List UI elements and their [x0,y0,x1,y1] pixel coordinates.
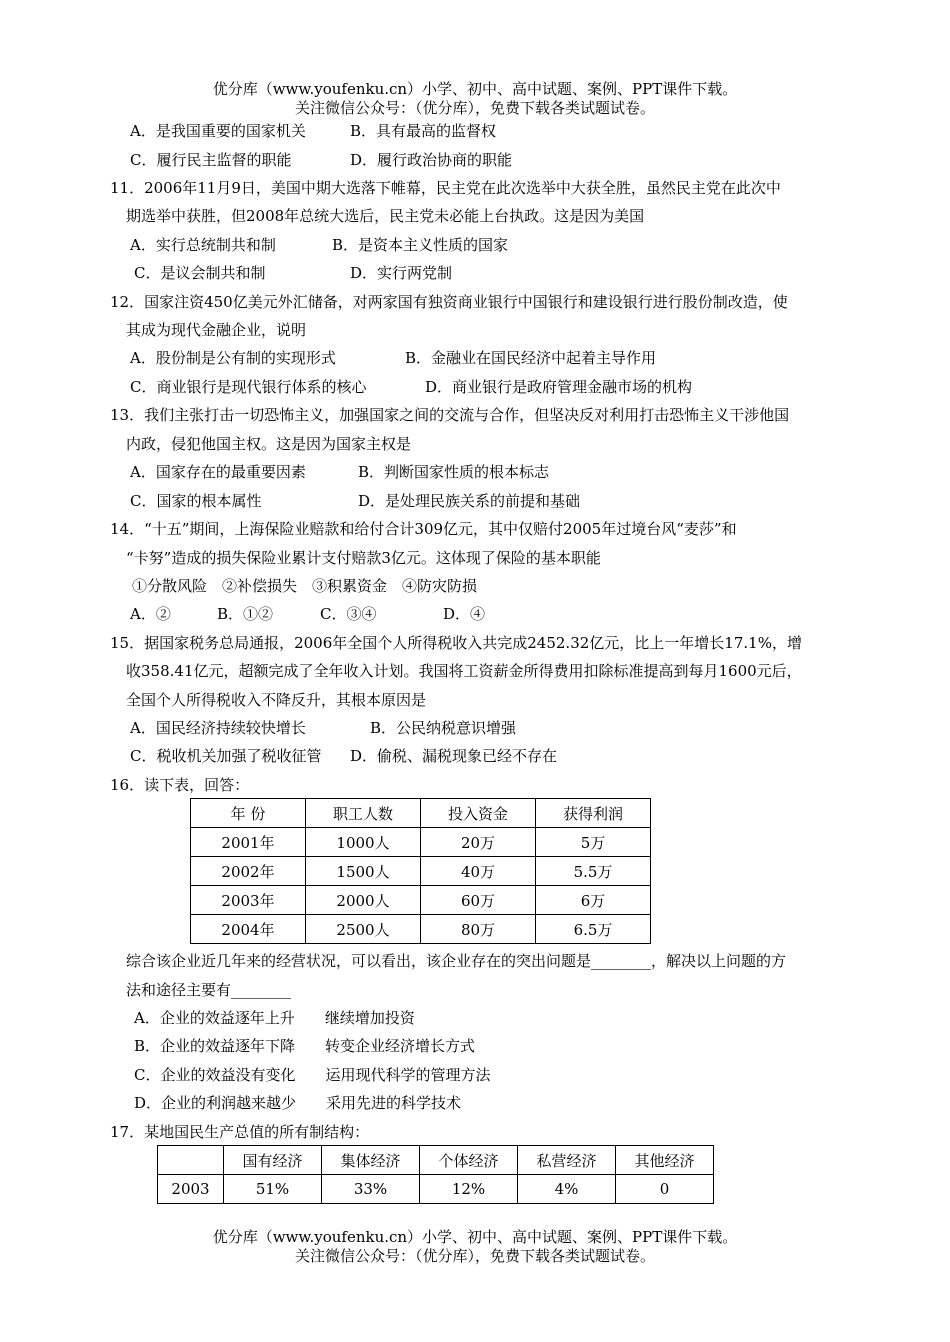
q14-items: ①分散风险 ②补偿损失 ③积累资金 ④防灾防损 [132,577,478,595]
q13-stem-2: 内政，侵犯他国主权。这是因为国家主权是 [126,435,412,453]
table-header-cell: 私营经济 [518,1146,616,1175]
table-cell: 40万 [421,857,536,886]
header-line-2: 关注微信公众号：（优分库），免费下载各类试题试卷。 [294,99,655,117]
table-cell: 12% [420,1175,518,1204]
table-cell: 2002年 [191,857,306,886]
table-header-cell: 职工人数 [306,799,421,828]
q11-stem-1: 11．2006年11月9日，美国中期大选落下帷幕，民主党在此次选举中大获全胜，虽然民主党在此次中 [110,179,781,197]
q14-stem-2: “卡努”造成的损失保险业累计支付赔款3亿元。这体现了保险的基本职能 [126,549,601,567]
q14-option-a: A．② [130,605,171,623]
q11-option-a: A．实行总统制共和制 [130,236,276,254]
q12-option-d: D．商业银行是政府管理金融市场的机构 [425,378,693,396]
q17-stem: 17．某地国民生产总值的所有制结构： [110,1123,370,1141]
footer-line-2: 关注微信公众号：（优分库），免费下载各类试题试卷。 [294,1247,655,1265]
q15-option-d: D．偷税、漏税现象已经不存在 [350,747,558,765]
q16-table [190,798,651,944]
table-cell: 4% [518,1175,616,1204]
table-header-cell: 国有经济 [224,1146,322,1175]
table-header-cell: 投入资金 [421,799,536,828]
q13-option-b: B．判断国家性质的根本标志 [358,463,550,481]
q17-table [157,1145,714,1204]
q13-stem-1: 13．我们主张打击一切恐怖主义，加强国家之间的交流与合作，但坚决反对利用打击恐怖主义干涉他国 [110,406,790,424]
table-row [191,828,651,857]
q16-stem: 16．读下表，回答： [110,776,250,794]
q15-stem-3: 全国个人所得税收入不降反升，其根本原因是 [126,691,427,709]
q11-option-d: D．实行两党制 [350,264,453,282]
q15-stem-2: 收358.41亿元，超额完成了全年收入计划。我国将工资薪金所得费用扣除标准提高到每月1600元后， [126,662,802,680]
q15-stem-1: 15．据国家税务总局通报，2006年全国个人所得税收入共完成2452.32亿元，比上一年增长17.1%，增 [110,634,802,652]
table-row [191,857,651,886]
table-cell: 6.5万 [536,915,651,944]
table-cell: 2001年 [191,828,306,857]
q12-option-c: C．商业银行是现代银行体系的核心 [130,378,367,396]
table-cell: 5万 [536,828,651,857]
q16-option-c: C．企业的效益没有变化 运用现代科学的管理方法 [134,1066,491,1084]
q12-stem-2: 其成为现代金融企业，说明 [126,321,307,339]
table-cell: 20万 [421,828,536,857]
q14-option-d: D．④ [443,605,486,623]
q11-stem-2: 期选举中获胜，但2008年总统大选后，民主党未必能上台执政。这是因为美国 [126,207,645,225]
q12-stem-1: 12．国家注资450亿美元外汇储备，对两家国有独资商业银行中国银行和建设银行进行股份制改造，使 [110,293,788,311]
table-row [191,915,651,944]
q15-option-c: C．税收机关加强了税收征管 [130,747,322,765]
table-cell: 2000人 [306,886,421,915]
table-cell: 6万 [536,886,651,915]
footer-line-1: 优分库（www.youfenku.cn）小学、初中、高中试题、案例、PPT课件下载。 [212,1228,738,1246]
table-header-cell: 年 份 [191,799,306,828]
q15-option-a: A．国民经济持续较快增长 [130,719,306,737]
q12-option-a: A．股份制是公有制的实现形式 [130,349,336,367]
q14-stem-1: 14．“十五”期间，上海保险业赔款和给付合计309亿元，其中仅赔付2005年过境台风“麦莎”和 [110,520,737,538]
table-cell: 2500人 [306,915,421,944]
q16-option-a: A．企业的效益逐年上升 继续增加投资 [134,1009,415,1027]
table-cell: 2003年 [191,886,306,915]
table-row [158,1175,714,1204]
table-cell: 60万 [421,886,536,915]
table-header-row [191,799,651,828]
table-cell: 0 [616,1175,714,1204]
table-header-cell: 其他经济 [616,1146,714,1175]
table-cell: 2003 [158,1175,224,1204]
table-cell: 1500人 [306,857,421,886]
table-cell: 2004年 [191,915,306,944]
table-cell: 33% [322,1175,420,1204]
q11-option-b: B．是资本主义性质的国家 [332,236,509,254]
q13-option-c: C．国家的根本属性 [130,492,262,510]
table-header-cell: 集体经济 [322,1146,420,1175]
q16-option-b: B．企业的效益逐年下降 转变企业经济增长方式 [134,1037,476,1055]
q13-option-a: A．国家存在的最重要因素 [130,463,306,481]
q16-after-2: 法和途径主要有________ [126,981,292,999]
header-line-1: 优分库（www.youfenku.cn）小学、初中、高中试题、案例、PPT课件下载。 [212,80,738,98]
table-header-cell [158,1146,224,1175]
table-header-cell: 获得利润 [536,799,651,828]
q10-option-a: A．是我国重要的国家机关 [130,122,306,140]
q13-option-d: D．是处理民族关系的前提和基础 [358,492,581,510]
table-cell: 80万 [421,915,536,944]
q14-option-b: B．①② [217,605,274,623]
q14-option-c: C．③④ [320,605,377,623]
q12-option-b: B．金融业在国民经济中起着主导作用 [405,349,657,367]
q10-option-b: B．具有最高的监督权 [350,122,497,140]
q11-option-c: C．是议会制共和制 [134,264,266,282]
table-header-cell: 个体经济 [420,1146,518,1175]
table-cell: 1000人 [306,828,421,857]
q10-option-c: C．履行民主监督的职能 [130,151,292,169]
table-row [191,886,651,915]
q15-option-b: B．公民纳税意识增强 [370,719,517,737]
table-cell: 51% [224,1175,322,1204]
q16-option-d: D．企业的利润越来越少 采用先进的科学技术 [134,1094,462,1112]
table-header-row [158,1146,714,1175]
q10-option-d: D．履行政治协商的职能 [350,151,513,169]
table-cell: 5.5万 [536,857,651,886]
q16-after-1: 综合该企业近几年来的经营状况，可以看出，该企业存在的突出问题是________，解决以上问题的方 [126,952,787,970]
